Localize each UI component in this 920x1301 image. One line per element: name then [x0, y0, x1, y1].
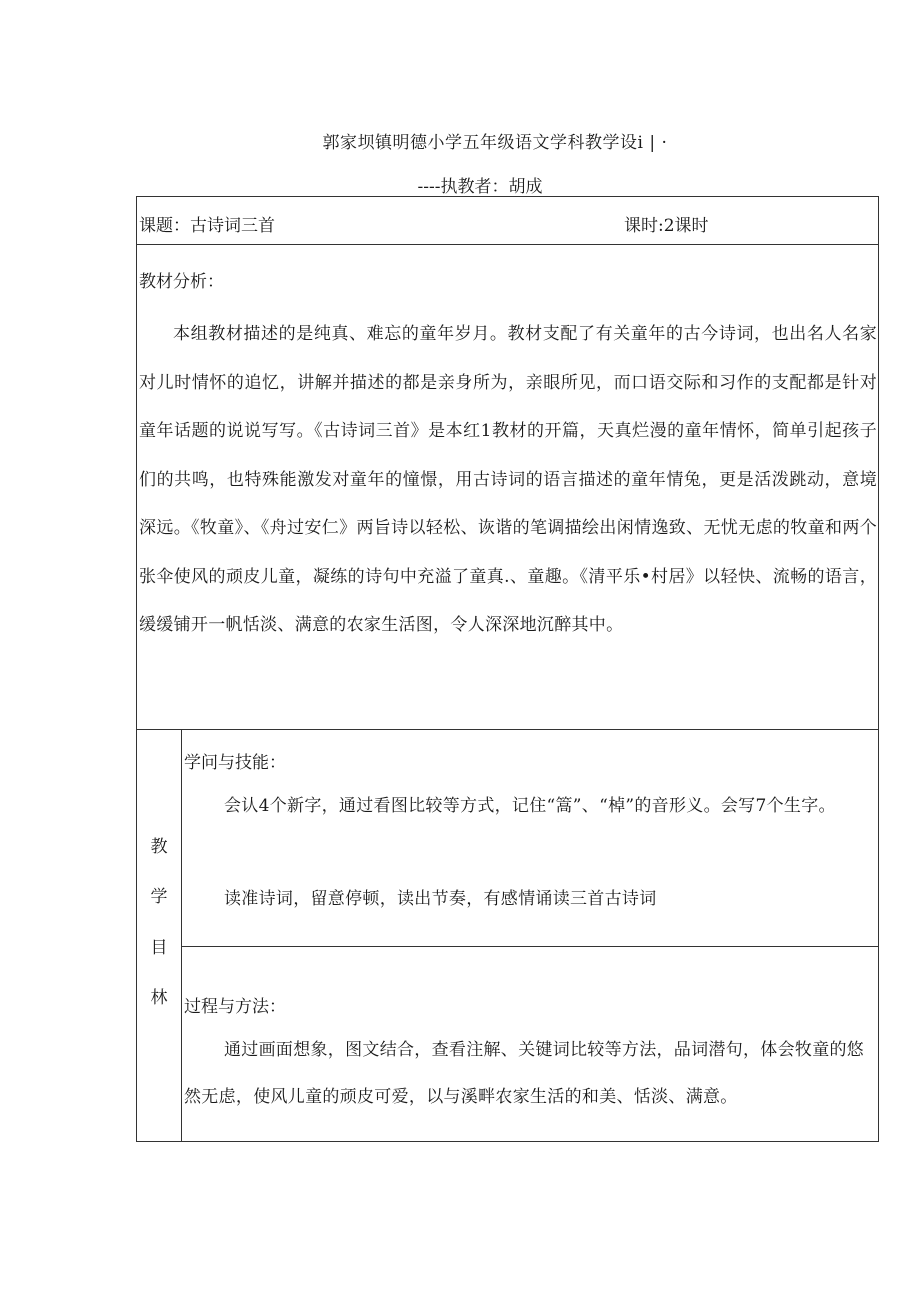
document-title: 郭家坝镇明德小学五年级语文学科教学设i | · [322, 133, 668, 153]
lesson-plan-table [136, 196, 879, 1142]
side-char: 教 [150, 837, 168, 857]
topic-label: 课题：古诗词三首 [139, 216, 275, 236]
process-text: 通过画面想象，图文结合，查看注解、关键词比较等方法，品词潜句，体会牧童的悠然无虑，使风儿童的顽皮可爱，以与溪畔农家生活的和美、恬淡、满意。 [184, 1040, 865, 1107]
analysis-heading: 教材分析： [139, 272, 224, 292]
process-heading: 过程与方法： [184, 997, 286, 1017]
goals-row [137, 730, 878, 1141]
knowledge-text-2: 读准诗词，留意停顿，读出节奏，有感情诵读三首古诗词 [224, 889, 657, 909]
topic-row [137, 197, 878, 245]
analysis-row [137, 245, 878, 730]
knowledge-text: 会认4个新字，通过看图比较等方式，记住“篙”、“棹”的音形义。会写7个生字。 [224, 796, 836, 816]
analysis-body: 本组教材描述的是纯真、难忘的童年岁月。教材支配了有关童年的古今诗词，也出名人名家对儿时情怀的追忆，讲解并描述的都是亲身所为，亲眼所见，而口语交际和习作的支配都是针对童年话题的说说写写。《古诗词三首》是本红1教材的开篇，天真烂漫的童年情怀，简单引起孩子们的共鸣，也特殊能激发对童年的憧憬，用古诗词的语言描述的童年情兔，更是活泼跳动，意境深远。《牧童》、《舟过安仁》两旨诗以轻松、诙谐的笔调描绘出闲情逸致、无忧无虑的牧童和两个张伞使风的顽皮儿童，凝练的诗句中充溢了童真.、童趣。《清平乐•村居》以轻快、流畅的语言，缓缓铺开一帆恬淡、满意的农家生活图，令人深深地沉醉其中。 [139, 324, 877, 635]
knowledge-skills-cell [182, 730, 878, 947]
process-methods-cell [182, 947, 878, 1141]
knowledge-heading: 学问与技能： [184, 753, 286, 773]
goals-side-label [137, 730, 182, 1141]
side-char: 学 [150, 887, 168, 907]
side-char: 目 [150, 938, 168, 958]
period-label: 课时:2课时 [624, 216, 709, 236]
teacher-line: ----执教者：胡成 [417, 177, 543, 197]
side-char: 林 [150, 988, 168, 1008]
